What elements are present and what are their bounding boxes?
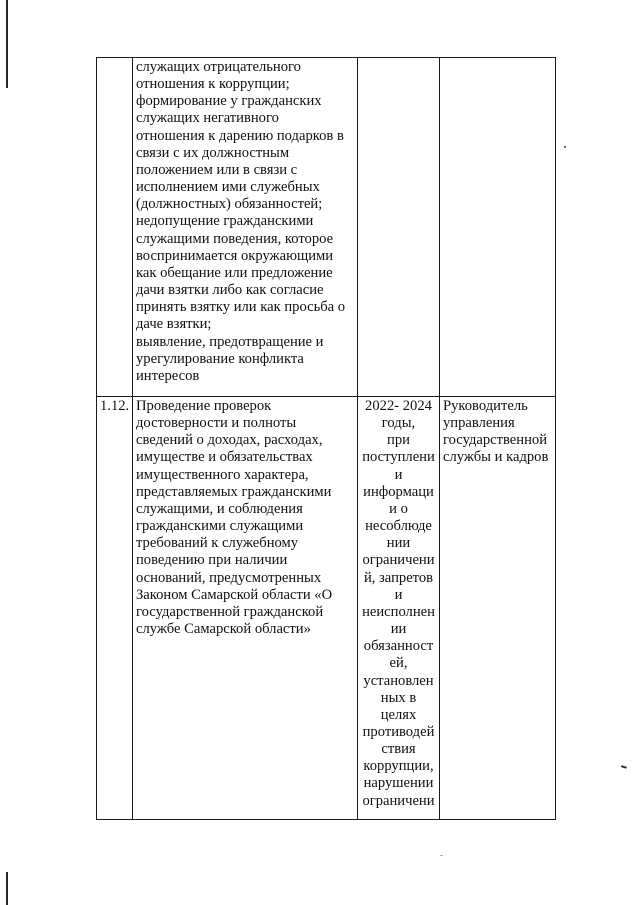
cell-text-line: нарушении [363,775,434,792]
anticorruption-plan-table [96,57,556,820]
cell-text-line: имуществе и обязательствах [136,449,313,466]
cell-text-line: формирование у гражданских [136,93,322,110]
cell-text-line: информаци [363,483,434,500]
responsible-cell [440,397,556,820]
cell-text-line: исполнением ими служебных [136,179,320,196]
cell-text-line: коррупции, [363,758,434,775]
term-cell [358,397,440,820]
cell-text-line: связи с их должностным [136,144,290,161]
cell-text-line: Законом Самарской области «О [136,586,333,603]
cell-text-line: выявление, предотвращение и [136,333,324,350]
row-number-cell [97,58,133,397]
cell-text-line: нии [386,535,411,552]
row-number-cell [97,397,133,820]
cell-text-line: как обещание или предложение [136,264,333,281]
cell-text-line: служащих негативного [136,110,279,127]
cell-text-line: положением или в связи с [136,161,298,178]
cell-text-line: ных в [380,689,417,706]
cell-text-line: поведению при наличии [136,552,288,569]
cell-text-line: установлен [363,672,434,689]
cell-text-line: ии [390,621,407,638]
table-row-1-12 [97,397,556,820]
cell-text-line: целях [380,706,417,723]
term-text [361,398,436,810]
cell-text-line: гражданскими служащими [136,518,304,535]
cell-text-line: противодей [362,723,435,740]
responsible-cell [440,58,556,397]
cell-text-line: и [394,586,403,603]
scan-speck [621,765,627,768]
cell-text-line: сведений о доходах, расходах, [136,432,323,449]
cell-text-line: требований к служебному [136,535,299,552]
cell-text-line: достоверности и полноты [136,415,297,432]
cell-text-line: принять взятку или как просьба о [136,299,346,316]
scan-speck [564,146,566,148]
cell-text-line: ствия [381,741,416,758]
cell-text-line: служащими поведения, которое [136,230,334,247]
cell-text-line: и о [389,500,408,517]
responsible-text [443,398,552,467]
cell-text-line: государственной [443,432,548,449]
table-row-continued [97,58,556,397]
measure-description-text [136,59,354,385]
cell-text-line: недопущение гражданскими [136,213,314,230]
cell-text-line: (должностных) обязанностей; [136,196,323,213]
measure-description-cell [133,58,358,397]
cell-text-line: ограничени [362,552,435,569]
cell-text-line: служащими, и соблюдения [136,500,303,517]
cell-text-line: при [387,432,410,449]
cell-text-line: даче взятки; [136,316,212,333]
scan-edge-mark-top [6,0,8,88]
cell-text-line: й, запретов [363,569,434,586]
cell-text-line: годы, [381,415,416,432]
row-number: 1.12. [100,398,130,414]
cell-text-line: урегулирование конфликта [136,350,304,367]
scan-edge-mark-bottom [6,872,8,905]
cell-text-line: управления [443,415,515,432]
cell-text-line: интересов [136,367,200,384]
term-cell [358,58,440,397]
cell-text-line: ей, [389,655,408,672]
scan-speck [440,855,443,856]
cell-text-line: несоблюде [365,518,432,535]
cell-text-line: службе Самарской области» [136,621,311,638]
cell-text-line: Проведение проверок [136,398,272,414]
cell-text-line: служащих отрицательного [136,59,301,75]
cell-text-line: неисполнен [362,603,435,620]
cell-text-line: обязанност [363,638,434,655]
cell-text-line: ограничени [362,792,435,809]
cell-text-line: поступлени [362,449,435,466]
cell-text-line: оснований, предусмотренных [136,569,322,586]
cell-text-line: имущественного характера, [136,466,309,483]
measure-description-cell [133,397,358,820]
cell-text-line: 2022- 2024 [365,398,432,414]
cell-text-line: отношения к коррупции; [136,76,290,93]
cell-text-line: Руководитель [443,398,528,414]
cell-text-line: отношения к дарению подарков в [136,127,344,144]
cell-text-line: представляемых гражданскими [136,483,332,500]
measure-description-text [136,398,354,638]
cell-text-line: и [394,466,403,483]
cell-text-line: службы и кадров [443,449,549,466]
cell-text-line: воспринимается окружающими [136,247,334,264]
cell-text-line: дачи взятки либо как согласие [136,282,324,299]
cell-text-line: государственной гражданской [136,603,324,620]
